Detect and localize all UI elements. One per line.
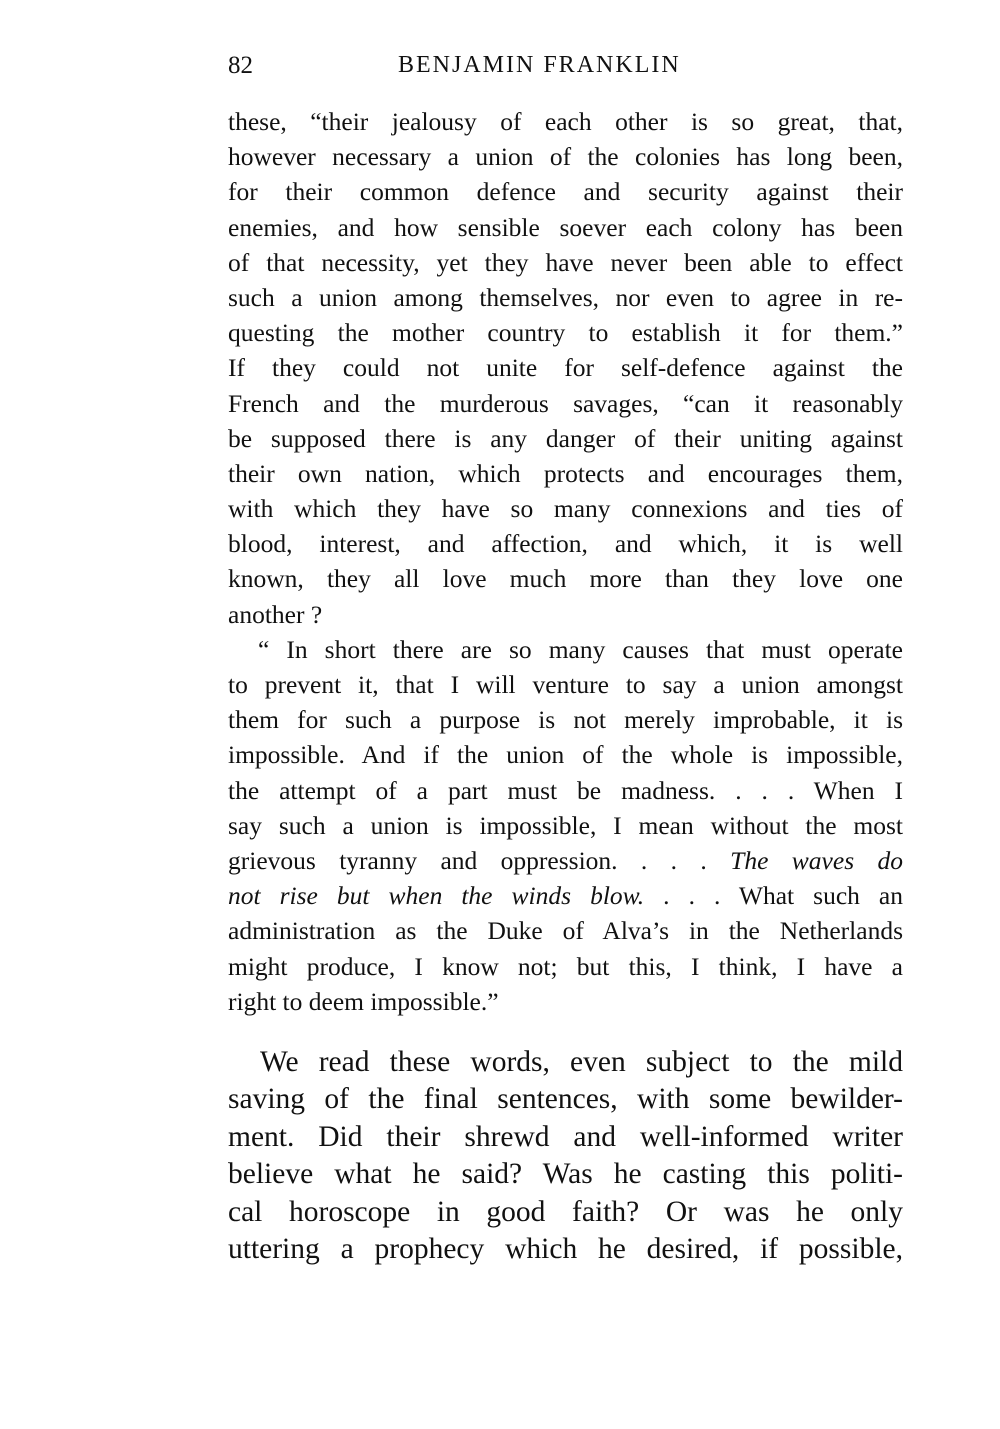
line-text: right to deem impossible.” — [228, 986, 499, 1016]
text-line: be supposed there is any danger of their uniting against — [228, 423, 903, 453]
running-title: BENJAMIN FRANKLIN — [398, 52, 681, 78]
line-text: grievous tyranny and oppression. . . . — [228, 845, 731, 875]
text-line: such a union among themselves, nor even to agree in re- — [228, 282, 903, 312]
text-line: ment. Did their shrewd and well-informed writer — [228, 1120, 903, 1153]
text-line: of that necessity, yet they have never been able to effect — [228, 247, 903, 277]
text-line: blood, interest, and affection, and which, it is well — [228, 529, 903, 559]
text-line — [228, 1044, 903, 1081]
text-line: however necessary a union of the colonies has long been, — [228, 142, 903, 172]
text-line: say such a union is impossible, I mean without the most — [228, 810, 903, 840]
line-text: another ? — [228, 599, 323, 629]
text-line: questing the mother country to establish it for them.” — [228, 318, 903, 348]
quoted-passage — [228, 104, 903, 1019]
text-line — [228, 597, 903, 632]
text-line: cal horoscope in good faith? Or was he only — [228, 1195, 903, 1228]
text-line: their own nation, which protects and encourages them, — [228, 458, 903, 488]
text-line — [228, 843, 903, 878]
text-line: to prevent it, that I will venture to say a union amongst — [228, 670, 903, 699]
text-line: French and the murderous savages, “can it reasonably — [228, 388, 903, 418]
text-line: might produce, I know not; but this, I think, I have a — [228, 951, 903, 981]
line-text: . . . What such an — [644, 881, 903, 911]
text-line: believe what he said? Was he casting this politi- — [228, 1158, 903, 1191]
text-line: known, they all love much more than they love one — [228, 564, 903, 594]
text-line: administration as the Duke of Alva’s in the Netherlands — [228, 916, 903, 946]
page-number: 82 — [228, 52, 253, 79]
italic-text: not rise but when the winds blow. — [228, 881, 645, 911]
text-line: for their common defence and security against their — [228, 177, 903, 207]
text-line: with which they have so many connexions and ties of — [228, 494, 903, 524]
text-line — [228, 984, 903, 1019]
text-line: these, “their jealousy of each other is so great, that, — [228, 107, 903, 136]
text-line: the attempt of a part must be madness. . . . When I — [228, 775, 903, 805]
text-line: them for such a purpose is not merely improbable, it is — [228, 705, 903, 735]
text-line: saving of the final sentences, with some bewilder- — [228, 1083, 903, 1116]
text-line: uttering a prophecy which he desired, if possible, — [228, 1232, 903, 1265]
text-line: If they could not unite for self-defence against the — [228, 353, 903, 383]
text-line — [228, 878, 903, 913]
line-text: “ In short there are so many causes that must operate — [258, 634, 903, 664]
text-line: enemies, and how sensible soever each colony has been — [228, 212, 903, 242]
text-line: impossible. And if the union of the whole is impossible, — [228, 740, 903, 770]
text-line — [228, 632, 903, 667]
italic-text: The waves do — [730, 845, 903, 875]
body-paragraph — [228, 1044, 903, 1268]
line-text: We read these words, even subject to the mild — [260, 1046, 903, 1078]
